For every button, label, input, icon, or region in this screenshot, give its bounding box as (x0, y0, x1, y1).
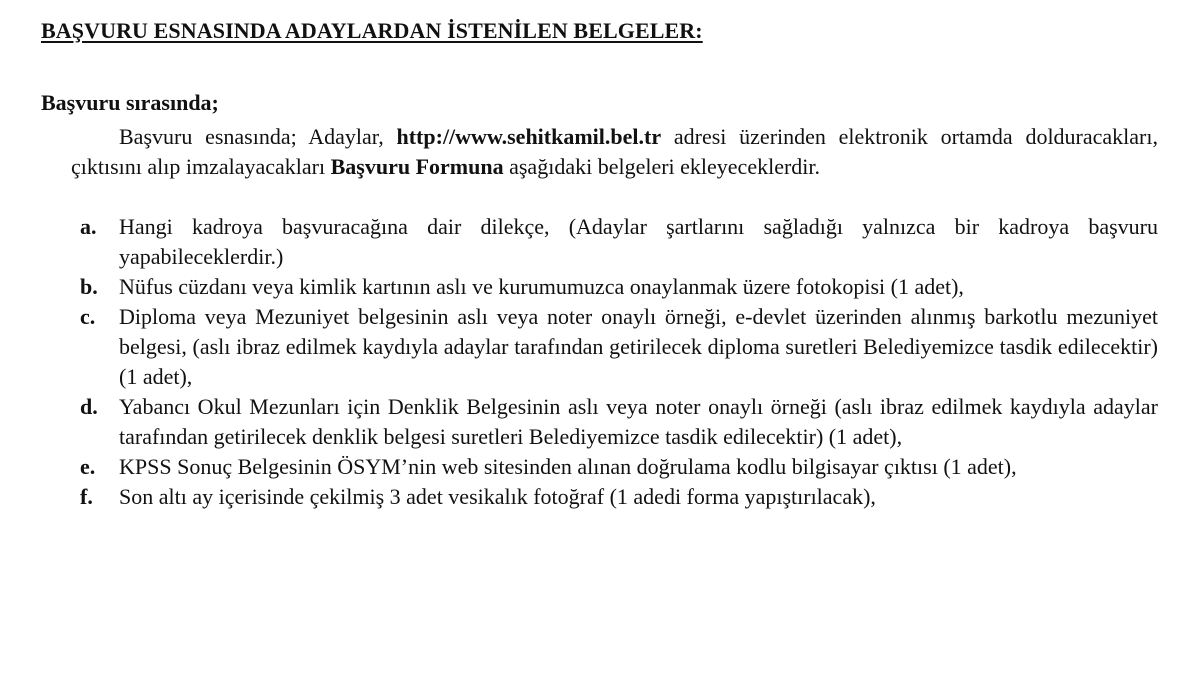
intro-text-2: adresi üzerinden elektronik ortamda dolduracakları, çıktısını alıp imzalayacakları (71, 124, 1158, 179)
list-item-f (71, 482, 1158, 512)
section-subheading: Başvuru sırasında; (41, 90, 219, 115)
list-item-letter: b. (80, 274, 98, 299)
list-item-letter: e. (80, 454, 96, 479)
application-form-name: Başvuru Formuna (330, 154, 504, 179)
list-item-letter: d. (80, 394, 98, 419)
list-item-b (71, 272, 1158, 302)
list-item-text: KPSS Sonuç Belgesinin ÖSYM’nin web sitesinden alınan doğrulama kodlu bilgisayar çıktısı (1 adet), (119, 454, 1017, 479)
intro-paragraph (71, 122, 1158, 182)
website-url: http://www.sehitkamil.bel.tr (396, 124, 662, 149)
list-item-text: Nüfus cüzdanı veya kimlik kartının aslı ve kurumumuzca onaylanmak üzere fotokopisi (1 adet), (119, 274, 964, 299)
list-item-a (71, 212, 1158, 272)
list-item-text: Yabancı Okul Mezunları için Denklik Belgesinin aslı veya noter onaylı örneği (aslı ibraz edilmek kaydıyla adaylar tarafından getirilecek denklik belgesi suretleri Belediyemizce tasdik edilecektir) (1 adet), (119, 394, 1158, 449)
list-item-letter: f. (80, 484, 93, 509)
intro-text-3: aşağıdaki belgeleri ekleyeceklerdir. (503, 154, 821, 179)
list-item-text: Hangi kadroya başvuracağına dair dilekçe, (Adaylar şartlarını sağladığı yalnızca bir kadroya başvuru yapabileceklerdir.) (119, 214, 1158, 269)
list-item-d (71, 392, 1158, 452)
list-item-c (71, 302, 1158, 392)
list-item-text: Diploma veya Mezuniyet belgesinin aslı veya noter onaylı örneği, e-devlet üzerinden alınmış barkotlu mezuniyet belgesi, (aslı ibraz edilmek kaydıyla adaylar tarafından getirilecek diploma suretleri Belediyemizce tasdik edilecektir) (1 adet), (119, 304, 1158, 389)
list-item-letter: a. (80, 214, 97, 239)
intro-text-1: Başvuru esnasında; Adaylar, (119, 124, 397, 149)
list-item-letter: c. (80, 304, 96, 329)
list-item-text: Son altı ay içerisinde çekilmiş 3 adet vesikalık fotoğraf (1 adedi forma yapıştırılacak), (119, 484, 876, 509)
required-documents-list (71, 212, 1158, 512)
list-item-e (71, 452, 1158, 482)
document-heading: BAŞVURU ESNASINDA ADAYLARDAN İSTENİLEN BELGELER: (41, 18, 703, 43)
